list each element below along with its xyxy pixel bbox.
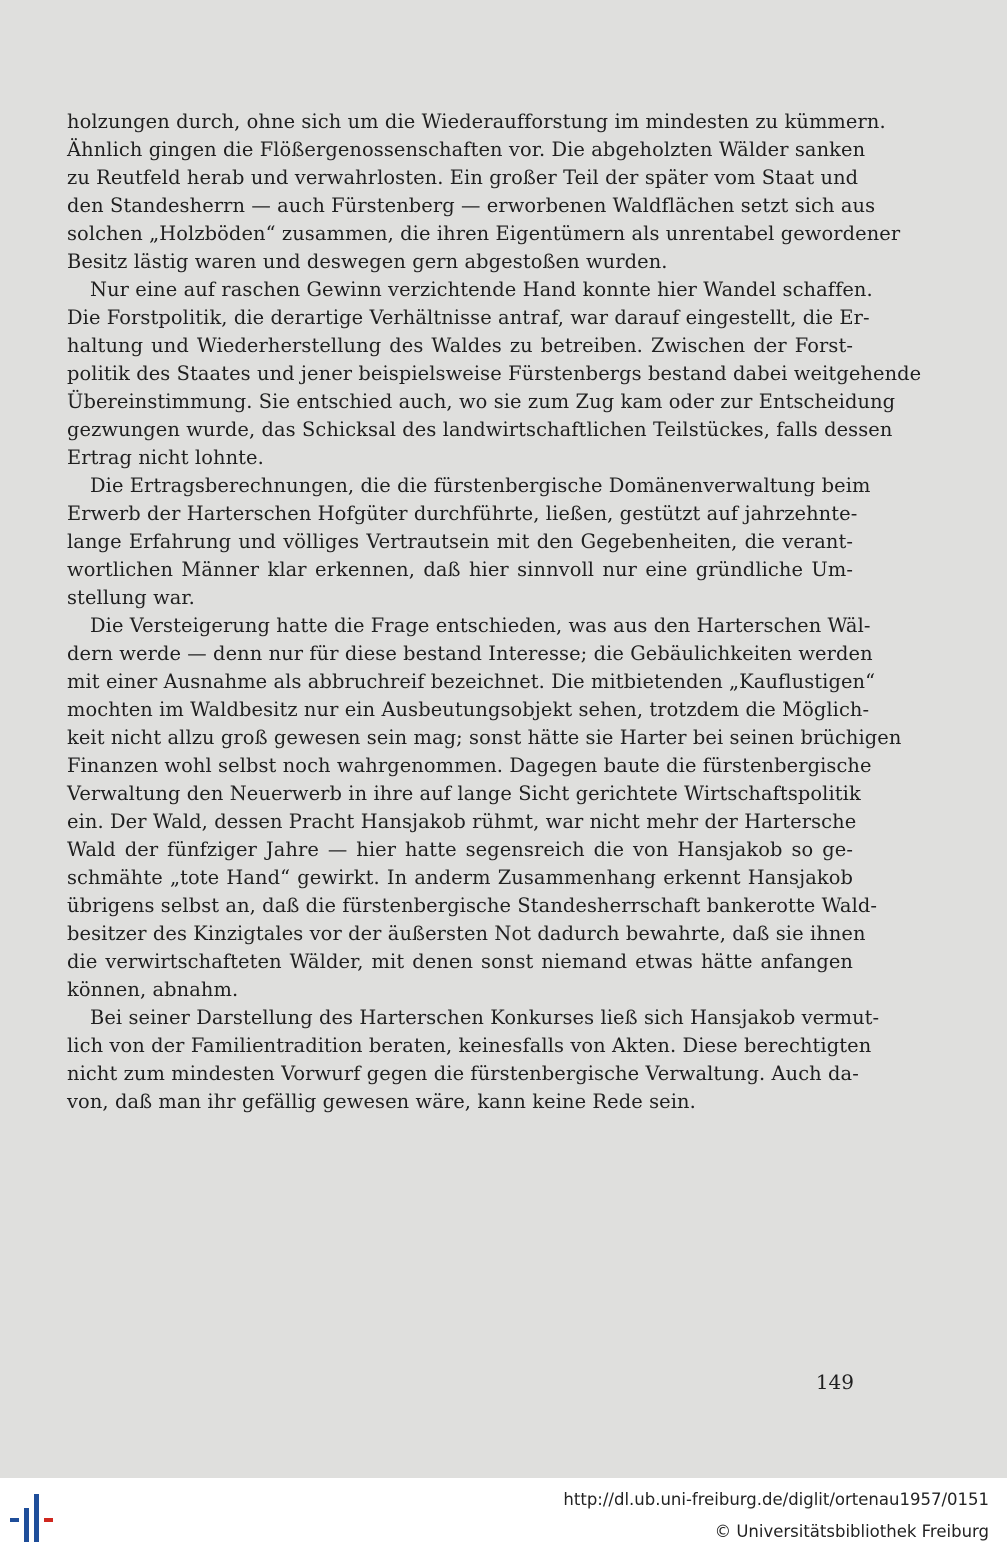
body-text: [67, 108, 922, 1116]
text-line: nicht zum mindesten Vorwurf gegen die fürstenbergische Verwaltung. Auch da-: [67, 1062, 859, 1085]
text-line: übrigens selbst an, daß die fürstenbergische Standesherrschaft bankerotte Wald-: [67, 894, 878, 917]
text-line: Finanzen wohl selbst noch wahrgenommen. Dagegen baute die fürstenbergische: [67, 754, 872, 777]
text-line: ein. Der Wald, dessen Pracht Hansjakob rühmt, war nicht mehr der Hartersche: [67, 810, 857, 833]
text-line: Ertrag nicht lohnte.: [67, 446, 264, 469]
text-line: haltung und Wiederherstellung des Waldes zu betreiben. Zwischen der Forst-: [67, 334, 853, 357]
ub-freiburg-logo-icon: [8, 1494, 66, 1542]
page-number: 149: [815, 1370, 854, 1394]
text-line: besitzer des Kinzigtales vor der äußersten Not dadurch bewahrte, daß sie ihnen: [67, 922, 866, 945]
text-line: stellung war.: [67, 586, 195, 609]
text-line: Nur eine auf raschen Gewinn verzichtende Hand konnte hier Wandel schaffen.: [90, 278, 873, 301]
text-line: holzungen durch, ohne sich um die Wiederaufforstung im mindesten zu kümmern.: [67, 110, 886, 133]
text-line: Die Forstpolitik, die derartige Verhältnisse antraf, war darauf eingestellt, die Er-: [67, 306, 870, 329]
text-line: politik des Staates und jener beispielsweise Fürstenbergs bestand dabei weitgehende: [67, 362, 922, 385]
text-line: dern werde — denn nur für diese bestand Interesse; die Gebäulichkeiten werden: [67, 642, 873, 665]
text-line: lange Erfahrung und völliges Vertrautsein mit den Gegebenheiten, die verant-: [67, 530, 853, 553]
text-line: mochten im Waldbesitz nur ein Ausbeutungsobjekt sehen, trotzdem die Möglich-: [67, 698, 870, 721]
text-line: Besitz lästig waren und deswegen gern abgestoßen wurden.: [67, 250, 668, 273]
text-line: gezwungen wurde, das Schicksal des landwirtschaftlichen Teilstückes, falls dessen: [67, 418, 893, 441]
text-line: mit einer Ausnahme als abbruchreif bezeichnet. Die mitbietenden „Kauflustigen“: [67, 670, 876, 693]
text-line: Bei seiner Darstellung des Harterschen Konkurses ließ sich Hansjakob vermut-: [90, 1006, 880, 1029]
viewer-footer: [0, 1478, 1007, 1550]
text-line: Ähnlich gingen die Flößergenossenschaften vor. Die abgeholzten Wälder sanken: [67, 138, 866, 161]
text-line: Die Ertragsberechnungen, die die fürstenbergische Domänenverwaltung beim: [90, 474, 871, 497]
text-line: Wald der fünfziger Jahre — hier hatte segensreich die von Hansjakob so ge-: [67, 838, 853, 861]
text-line: zu Reutfeld herab und verwahrlosten. Ein großer Teil der später vom Staat und: [67, 166, 859, 189]
text-line: keit nicht allzu groß gewesen sein mag; sonst hätte sie Harter bei seinen brüchigen: [67, 726, 902, 749]
text-line: können, abnahm.: [67, 978, 239, 1001]
text-line: Übereinstimmung. Sie entschied auch, wo sie zum Zug kam oder zur Entscheidung: [67, 390, 896, 413]
text-line: Erwerb der Harterschen Hofgüter durchführte, ließen, gestützt auf jahrzehnte-: [67, 502, 858, 525]
text-line: wortlichen Männer klar erkennen, daß hier sinnvoll nur eine gründliche Um-: [67, 558, 853, 581]
permalink-url[interactable]: http://dl.ub.uni-freiburg.de/diglit/ortenau1957/0151: [563, 1490, 989, 1509]
text-line: die verwirtschafteten Wälder, mit denen sonst niemand etwas hätte anfangen: [67, 950, 853, 973]
text-line: lich von der Familientradition beraten, keinesfalls von Akten. Diese berechtigten: [67, 1034, 872, 1057]
text-line: Die Versteigerung hatte die Frage entschieden, was aus den Harterschen Wäl-: [90, 614, 871, 637]
text-line: Verwaltung den Neuerwerb in ihre auf lange Sicht gerichtete Wirtschaftspolitik: [67, 782, 861, 805]
text-line: den Standesherrn — auch Fürstenberg — erworbenen Waldflächen setzt sich aus: [67, 194, 876, 217]
text-line: schmähte „tote Hand“ gewirkt. In anderm Zusammenhang erkennt Hansjakob: [67, 866, 853, 889]
copyright-notice: © Universitätsbibliothek Freiburg: [714, 1522, 989, 1541]
text-line: solchen „Holzböden“ zusammen, die ihren Eigentümern als unrentabel gewordener: [67, 222, 901, 245]
text-line: von, daß man ihr gefällig gewesen wäre, kann keine Rede sein.: [67, 1090, 696, 1113]
